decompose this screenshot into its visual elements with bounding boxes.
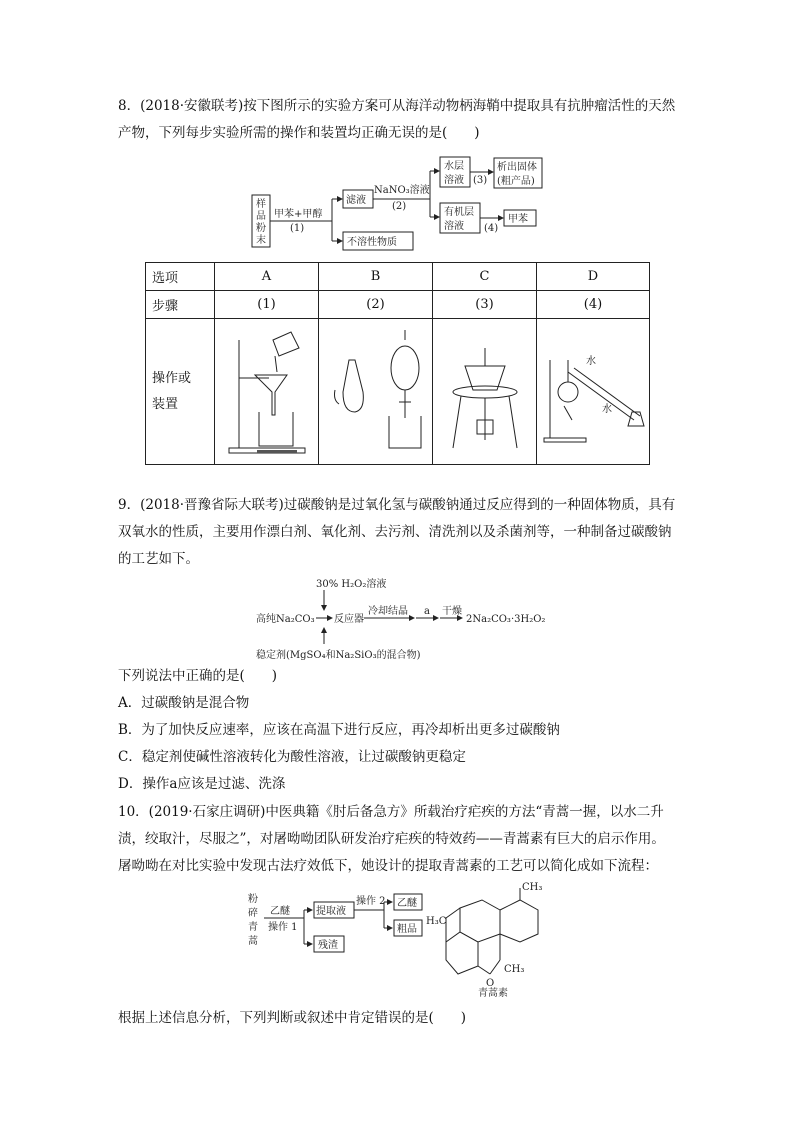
apparatus-b-separatory-funnel	[319, 319, 433, 465]
sample-char: 样	[256, 199, 266, 210]
apparatus-a-filtration	[215, 319, 319, 465]
table-cell: 操作或 装置	[146, 319, 215, 465]
nano3-label: NaNO₃溶液	[374, 185, 430, 196]
h2o2-label: 30% H₂O₂溶液	[316, 579, 387, 590]
ether-label: 乙醚	[270, 906, 290, 917]
raw-char: 粉	[248, 894, 258, 905]
q10-flowchart	[246, 880, 546, 998]
step3-label: (3)	[473, 175, 488, 186]
extract-label: 提取液	[316, 906, 346, 917]
ch3-top-label: CH₃	[522, 882, 543, 893]
sample-char: 末	[256, 235, 266, 246]
q8-text: 8．(2018·安徽联考)按下图所示的实验方案可从海洋动物柄海鞘中提取具有抗肿瘤活性的天然产物，下列每步实验所需的操作和装置均正确无误的是( )	[118, 98, 676, 141]
ether2-label: 乙醚	[397, 898, 417, 909]
raw-char: 青	[248, 922, 258, 933]
table-cell: (1)	[215, 291, 319, 319]
water-inlet-label: 水	[586, 355, 596, 367]
funnel-apparatus-image	[321, 320, 431, 460]
operation2-label: 操作 2	[356, 896, 386, 907]
table-header-cell: A	[215, 263, 319, 291]
table-cell: (3)	[433, 291, 537, 319]
q8-flowchart	[250, 155, 570, 255]
sample-char: 粉	[256, 223, 266, 234]
q9-question: 下列说法中正确的是( )	[118, 668, 278, 684]
distillation-apparatus-image	[538, 320, 648, 460]
water-layer-label: 水层	[444, 161, 464, 172]
evaporation-apparatus-image	[435, 320, 535, 460]
table-cell: (2)	[319, 291, 433, 319]
h3c-label: H₃C	[426, 916, 447, 927]
na2co3-label: 高纯Na₂CO₃	[256, 614, 315, 625]
q9-text: 9．(2018·晋豫省际大联考)过碳酸钠是过氧化氢与碳酸钠通过反应得到的一种固体物质，具有双氧水的性质，主要用作漂白剂、氧化剂、去污剂、清洗剂以及杀菌剂等，一种制备过碳酸钠的工艺如下。	[118, 497, 676, 567]
raw-char: 碎	[248, 908, 258, 919]
drying-label: 干燥	[442, 606, 462, 617]
q9-option-c: C．稳定剂使碱性溶液转化为酸性溶液，让过碳酸钠更稳定	[118, 749, 466, 765]
crude-label: 粗品	[397, 924, 417, 935]
table-header-cell: 选项	[146, 263, 215, 291]
product-label: 2Na₂CO₃·3H₂O₂	[466, 614, 546, 625]
table-cell: (4)	[537, 291, 650, 319]
table-header-cell: B	[319, 263, 433, 291]
operation-a-label: a	[424, 606, 430, 617]
filtrate-label: 滤液	[346, 195, 366, 206]
ch3-bottom-label: CH₃	[504, 964, 525, 975]
solvent-label: 甲苯+甲醇	[274, 209, 323, 220]
step1-label: (1)	[290, 223, 305, 234]
stabilizer-label: 稳定剂(MgSO₄和Na₂SiO₃的混合物)	[256, 650, 421, 661]
q10-question: 根据上述信息分析，下列判断或叙述中肯定错误的是( )	[118, 1010, 467, 1026]
q10-text: 10．(2019·石家庄调研)中医典籍《肘后备急方》所载治疗疟疾的方法“青蒿一握，以水二升渍，绞取汁，尽服之”，对屠呦呦团队研发治疗疟疾的特效药——青蒿素有巨大的启示作用。屠呦呦在对比实验中发现古法疗效低下，她设计的提取青蒿素的工艺可以简化成如下流程：	[118, 804, 665, 874]
operation1-label: 操作 1	[268, 922, 298, 933]
table-header-cell: C	[433, 263, 537, 291]
q9-flowchart	[254, 574, 554, 666]
solid-label: (粗产品)	[497, 176, 535, 187]
apparatus-c-evaporation	[433, 319, 537, 465]
organic-layer-label: 溶液	[444, 221, 464, 232]
reactor-label: 反应器	[334, 614, 364, 625]
raw-char: 蒿	[248, 936, 258, 947]
apparatus-d-distillation	[537, 319, 650, 465]
q8-options-table	[145, 262, 650, 465]
step2-label: (2)	[392, 201, 407, 212]
table-header-cell: D	[537, 263, 650, 291]
q9-option-a: A．过碳酸钠是混合物	[118, 695, 250, 711]
organic-layer-label: 有机层	[444, 207, 474, 218]
insoluble-label: 不溶性物质	[347, 237, 397, 248]
toluene-label: 甲苯	[508, 214, 528, 225]
water-outlet-label: 水	[602, 403, 612, 415]
residue-label: 残渣	[318, 940, 338, 951]
water-layer-label: 溶液	[444, 175, 464, 186]
q9-option-d: D．操作a应该是过滤、洗涤	[118, 776, 286, 792]
sample-char: 品	[256, 211, 266, 222]
artemisinin-label: 青蒿素	[478, 988, 508, 998]
cooling-label: 冷却结晶	[368, 606, 408, 617]
q9-option-b: B．为了加快反应速率，应该在高温下进行反应，再冷却析出更多过碳酸钠	[118, 722, 560, 738]
table-cell: 步骤	[146, 291, 215, 319]
step4-label: (4)	[484, 223, 499, 234]
solid-label: 析出固体	[497, 162, 537, 173]
oxygen-label: O	[486, 978, 495, 989]
filtration-apparatus-image	[217, 320, 317, 460]
